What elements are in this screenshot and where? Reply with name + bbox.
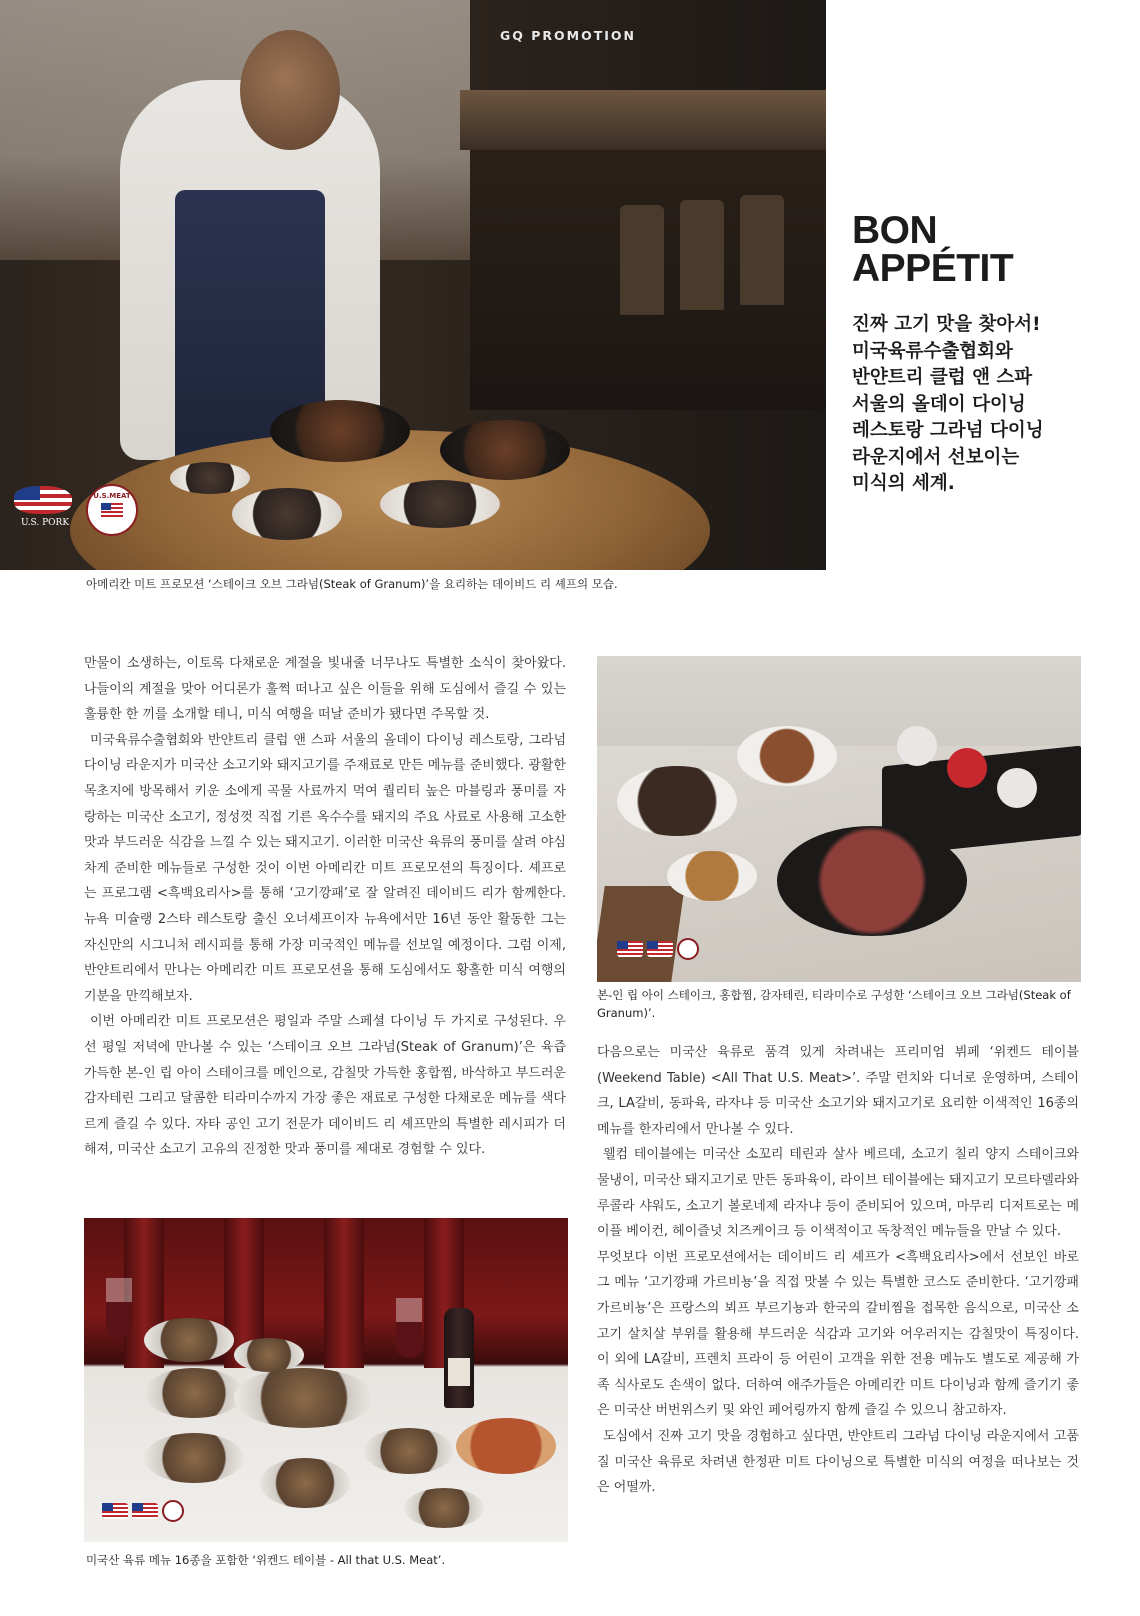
body-paragraph: 미국육류수출협회와 반얀트리 클럽 앤 스파 서울의 올데이 다이닝 레스토랑, 그라넘 다이닝 라운지가 미국산 소고기와 돼지고기를 주재료로 만든 메뉴를 준비했다. 광활한 목초지에 방목해서 키운 소에게 곡물 사료까지 먹여 퀄리티 높은 마블링과 풍미를 자랑하는 미국산 소고기, 정성껏 직접 기른 옥수수를 돼지의 주요 사료로 사용해 고소한 맛과 부드러운 식감을 느낄 수 있는 돼지고기. 이러한 미국산 육류의 풍미를 살려 야심 차게 준비한 메뉴들로 구성한 것이 이번 아메리칸 미트 프로모션의 특징이다. 셰프로는 프로그램 <흑백요리사>를 통해 ‘고기깡패’로 잘 알려진 데이비드 리가 함께한다. 뉴욕 미슐랭 2스타 레스토랑 출신 오너셰프이자 뉴욕에서만 16년 동안 활동한 그는 자신만의 시그니처 레시피를 통해 가장 미국적인 메뉴를 선보일 예정이다. 그럼 이제, 반얀트리에서 만나는 아메리칸 미트 프로모션을 통해 도심에서도 황홀한 미식 여행의 기분을 만끽해보자. [84, 732, 566, 1004]
us-meat-logo-text: U.S.MEAT [93, 492, 131, 500]
promo-label: GQ PROMOTION [500, 28, 636, 43]
us-pork-logo-text: U.S. PORK [20, 518, 70, 528]
photo3-caption: 미국산 육류 메뉴 16종을 포함한 ‘위켄드 테이블 - All that U.S. Meat’. [86, 1553, 446, 1567]
us-pork-logo [14, 486, 76, 530]
hero-photo [0, 0, 826, 570]
article-title [852, 209, 1112, 290]
title-line-1: BON [852, 209, 938, 252]
body-paragraph: 도심에서 진짜 고기 맛을 경험하고 싶다면, 반얀트리 그라넘 다이닝 라운지에서 고품질 미국산 육류로 차려낸 한정판 미트 다이닝으로 특별한 미식의 여정을 떠나보는 것은 어떨까. [597, 1428, 1079, 1496]
photo2-caption: 본-인 립 아이 스테이크, 홍합찜, 감자테린, 티라미수로 구성한 ‘스테이크 오브 그라넘(Steak of Granum)’. [597, 988, 1071, 1020]
body-column-left [84, 651, 566, 1163]
title-line-2: APPÉTIT [852, 247, 1014, 290]
lead-line: 미식의 세계. [852, 473, 955, 494]
body-paragraph: 웰컴 테이블에는 미국산 소꼬리 테린과 살사 베르데, 소고기 칠리 양지 스테이크와 물냉이, 미국산 돼지고기로 만든 동파육이, 라이브 테이블에는 돼지고기 모르타델라와 루콜라 샤워도, 소고기 볼로네제 라자냐 등이 준비되어 있으며, 마무리 디저트로는 메이플 베이컨, 헤이즐넛 치즈케이크 등 이색적이고 독창적인 메뉴들을 만날 수 있다. [597, 1147, 1079, 1240]
lead-text [852, 312, 1122, 498]
us-meat-logo [86, 484, 138, 536]
lead-line: 라운지에서 선보이는 [852, 446, 1020, 468]
body-paragraph: 만물이 소생하는, 이토록 다채로운 계절을 빛내줄 너무나도 특별한 소식이 찾아왔다. 나들이의 계절을 맞아 어디론가 훌쩍 떠나고 싶은 이들을 위해 도심에서 즐길 수 있는 훌륭한 한 끼를 소개할 테니, 미식 여행을 떠날 준비가 됐다면 주목할 것. [84, 656, 566, 723]
weekend-table-photo [84, 1218, 568, 1542]
lead-line: 미국육류수출협회와 [852, 340, 1013, 362]
steak-of-granum-photo [597, 656, 1081, 982]
body-paragraph: 이번 아메리칸 미트 프로모션은 평일과 주말 스페셜 다이닝 두 가지로 구성된다. 우선 평일 저녁에 만나볼 수 있는 ‘스테이크 오브 그라넘(Steak of Granum)’은 육즙 가득한 본-인 립 아이 스테이크를 메인으로, 감칠맛 가득한 홍합찜, 바삭하고 부드러운 감자테린 그리고 달콤한 티라미수까지 가장 좋은 재료로 구성한 다채로운 메뉴를 색다르게 즐길 수 있다. 자타 공인 고기 전문가 데이비드 리 셰프만의 특별한 레시피가 더해져, 미국산 소고기 고유의 진정한 맛과 풍미를 제대로 경험할 수 있다. [84, 1014, 566, 1158]
lead-line: 진짜 고기 맛을 찾아서! [852, 314, 1041, 335]
lead-line: 서울의 올데이 다이닝 [852, 393, 1026, 415]
lead-line: 레스토랑 그라넘 다이닝 [852, 420, 1044, 441]
lead-line: 반얀트리 클럽 앤 스파 [852, 367, 1033, 388]
body-paragraph: 다음으로는 미국산 육류로 품격 있게 차려내는 프리미엄 뷔페 ‘위켄드 테이블(Weekend Table) <All That U.S. Meat>’. 주말 런치와 디너로 운영하며, 스테이크, LA갈비, 동파육, 라자냐 등 미국산 소고기와 돼지고기로 요리한 이색적인 16종의 메뉴를 한자리에서 만나볼 수 있다. [597, 1045, 1079, 1137]
hero-caption: 아메리칸 미트 프로모션 ‘스테이크 오브 그라넘(Steak of Granum)’을 요리하는 데이비드 리 셰프의 모습. [86, 577, 618, 591]
body-column-right [597, 1040, 1079, 1501]
body-paragraph: 무엇보다 이번 프로모션에서는 데이비드 리 셰프가 <흑백요리사>에서 선보인 바로 그 메뉴 ‘고기깡패 가르비뇽’을 직접 맛볼 수 있는 특별한 코스도 준비한다. ‘고기깡패 가르비뇽’은 프랑스의 뵈프 부르기뇽과 한국의 갈비찜을 접목한 음식으로, 미국산 소고기 살치살 부위를 활용해 부드러운 식감과 고기와 어우러지는 감칠맛이 특징이다. 이 외에 LA갈비, 프렌치 프라이 등 어린이 고객을 위한 전용 메뉴도 별도로 제공해 가족 식사로도 손색이 없다. 더하여 애주가들은 아메리칸 미트 다이닝과 함께 즐기기 좋은 미국산 버번위스키 및 와인 페어링까지 함께 즐길 수 있으니 참고하자. [597, 1249, 1079, 1419]
